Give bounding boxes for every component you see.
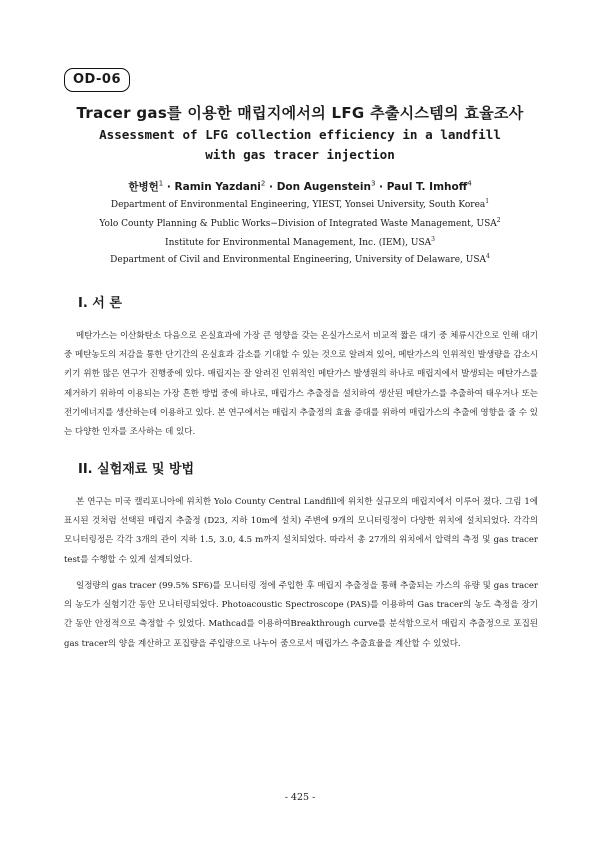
author-name: 한병헌	[128, 181, 159, 193]
title-english-line2: with gas tracer injection	[205, 147, 395, 162]
title-english-line1: Assessment of LFG collection efficiency in a landfill	[99, 127, 501, 142]
affiliation-mark: 3	[431, 236, 435, 243]
methods-paragraph-2: 일정량의 gas tracer (99.5% SF6)를 모니터링 정에 주입한 후 매립지 추출정을 통해 추출되는 가스의 유량 및 gas tracer의 농도가 실험기간 동안 모니터링되었다. Photoacoustic Spectroscope (PAS)를 이용하여 Gas tracer의 농도 측정을 장기간 동안 안정적으로 측정할 수 있었다. Mathcad를 이용하여Breakthrough curve를 분석함으로서 매립지 추출정으로 포집된 gas tracer의 양을 계산하고 포집량을 주입량으로 나누어 줌으로서 매립가스 추출효율을 계산할 수 있었다.	[64, 581, 538, 649]
author-name: Paul T. Imhoff	[386, 181, 468, 193]
affiliation-text: Department of Civil and Environmental Engineering, University of Delaware, USA	[110, 255, 486, 265]
author-affiliation-mark: 1	[158, 179, 164, 188]
author-name: Don Augenstein	[276, 181, 371, 193]
affiliation-mark: 4	[486, 253, 490, 260]
affiliation-text: Yolo County Planning & Public Works−Division of Integrated Waste Management, USA	[99, 219, 497, 229]
author-separator: ·	[265, 181, 277, 193]
methods-paragraph-1: 본 연구는 미국 캘리포니아에 위치한 Yolo County Central Landfill에 위치한 실규모의 매립지에서 이루어 졌다. 그림 1에 표시된 것처럼 선택된 매립지 추출정 (D23, 지하 10m에 설치) 주변에 9개의 모니터링정이 다양한 위치에 설치되었다. 각각의 모니터링정은 각각 3개의 관이 지하 1.5, 3.0, 4.5 m까지 설치되었다. 따라서 총 27개의 위치에서 압력의 측정 및 gas tracer test를 수행할 수 있게 설계되었다.	[64, 497, 538, 565]
author-list	[0, 179, 600, 194]
affiliation	[0, 236, 600, 248]
affiliation-text: Department of Environmental Engineering, YIEST, Yonsei University, South Korea	[110, 200, 486, 210]
affiliation-text: Institute for Environmental Management, Inc. (IEM), USA	[165, 238, 432, 248]
affiliation	[0, 217, 600, 229]
introduction-paragraph: 메탄가스는 이산화탄소 다음으로 온실효과에 가장 큰 영향을 갖는 온실가스로서 비교적 짧은 대기 중 체류시간으로 인해 대기중 메탄농도의 저감을 통한 단기간의 온실효과 감소를 기대할 수 있는 것으로 알려져 있어, 메탄가스의 인위적인 발생량을 감소시키기 위한 많은 연구가 진행중에 있다. 매립지는 잘 알려진 인위적인 메탄가스 발생원의 하나로 매립지에서 발생되는 메탄가스를 제거하기 위하여 이용되는 가장 흔한 방법 중에 하나로, 매립가스 추출정을 설치하여 생산된 메탄가스를 추출하여 태우거나 또는 전기에너지를 생산하는데 이용하고 있다. 본 연구에서는 매립지 추출정의 효율 증대를 위하여 매립가스의 추출에 영향을 줄 수 있는 다양한 인자를 조사하는 데 있다.	[64, 331, 538, 438]
author-name: Ramin Yazdani	[174, 181, 261, 193]
affiliation	[0, 198, 600, 210]
title-korean: Tracer gas를 이용한 매립지에서의 LFG 추출시스템의 효율조사	[76, 104, 524, 122]
author-affiliation-mark: 3	[370, 179, 376, 188]
session-code-badge: OD-06	[64, 68, 130, 92]
page-number: - 425 -	[284, 792, 316, 803]
affiliation-mark: 2	[496, 217, 501, 224]
affiliation-mark: 1	[485, 198, 490, 205]
author-affiliation-mark: 4	[467, 179, 472, 188]
author-separator: ·	[163, 181, 175, 193]
author-affiliation-mark: 2	[260, 179, 266, 188]
author-separator: ·	[375, 181, 387, 193]
section-heading-introduction: I. 서 론	[78, 296, 122, 311]
affiliation	[0, 253, 600, 265]
section-heading-methods: II. 실험재료 및 방법	[78, 462, 195, 477]
